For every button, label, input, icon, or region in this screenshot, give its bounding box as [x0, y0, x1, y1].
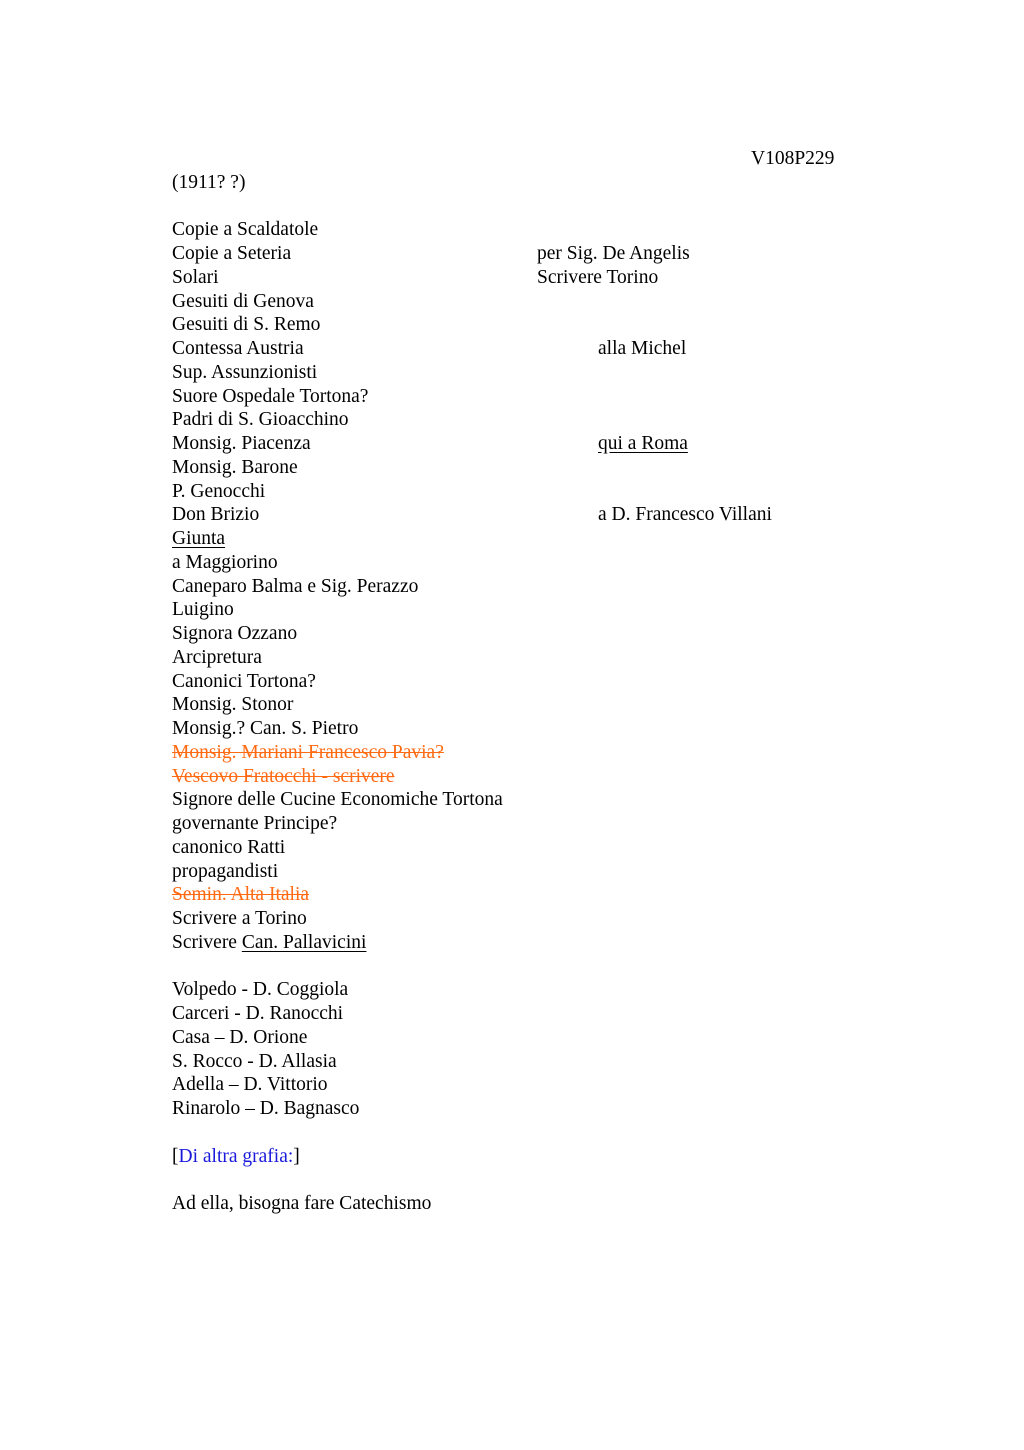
side-note: Scrivere Torino	[537, 267, 659, 288]
list-item: Arcipretura	[172, 647, 262, 668]
side-note-underlined: qui a Roma	[598, 433, 688, 454]
list-item: Gesuiti di S. Remo	[172, 314, 321, 335]
list-item: Padri di S. Gioacchino	[172, 409, 349, 430]
list-item: Copie a Scaldatole	[172, 219, 319, 240]
list-item: Monsig.? Can. S. Pietro	[172, 718, 359, 739]
list-item: P. Genocchi	[172, 481, 266, 502]
list-item-underlined: Giunta	[172, 528, 226, 549]
list-item: Luigino	[172, 599, 234, 620]
list-item: Contessa Austria	[172, 338, 304, 359]
list-item: Signora Ozzano	[172, 623, 298, 644]
side-note: alla Michel	[598, 338, 687, 359]
assignment-item: Casa – D. Orione	[172, 1027, 308, 1048]
list-item	[172, 931, 366, 955]
list-item: Don Brizio	[172, 504, 260, 525]
list-item: Sup. Assunzionisti	[172, 362, 318, 383]
assignment-item: S. Rocco - D. Allasia	[172, 1051, 337, 1072]
list-item: Monsig. Stonor	[172, 694, 294, 715]
list-item-text: Scrivere	[172, 932, 237, 953]
list-item: canonico Ratti	[172, 837, 286, 858]
bracket-open: [	[172, 1146, 179, 1167]
list-item: governante Principe?	[172, 813, 338, 834]
assignment-item: Volpedo - D. Coggiola	[172, 979, 349, 1000]
side-note: per Sig. De Angelis	[537, 243, 690, 264]
list-item: a Maggiorino	[172, 552, 278, 573]
closing-line: Ad ella, bisogna fare Catechismo	[172, 1193, 432, 1214]
side-note: a D. Francesco Villani	[598, 504, 772, 525]
list-item: Copie a Seteria	[172, 243, 292, 264]
list-item: Monsig. Piacenza	[172, 433, 311, 454]
list-item-struck: Vescovo Fratocchi - scrivere	[172, 766, 395, 787]
assignment-item: Adella – D. Vittorio	[172, 1074, 328, 1095]
list-item-struck: Semin. Alta Italia	[172, 884, 310, 905]
bracket-close: ]	[293, 1146, 300, 1167]
editor-note-text: Di altra grafia:	[178, 1146, 294, 1167]
list-item: Gesuiti di Genova	[172, 291, 314, 312]
list-item: Scrivere a Torino	[172, 908, 307, 929]
list-item: Caneparo Balma e Sig. Perazzo	[172, 576, 419, 597]
list-item-struck: Monsig. Mariani Francesco Pavia?	[172, 742, 444, 763]
assignment-item: Carceri - D. Ranocchi	[172, 1003, 344, 1024]
list-item: propagandisti	[172, 861, 279, 882]
list-item: Solari	[172, 267, 219, 288]
list-item: Signore delle Cucine Economiche Tortona	[172, 789, 503, 810]
date-line: (1911? ?)	[172, 172, 246, 193]
list-item: Suore Ospedale Tortona?	[172, 386, 369, 407]
page-reference: V108P229	[751, 148, 835, 169]
editor-note	[172, 1145, 300, 1169]
list-item: Monsig. Barone	[172, 457, 298, 478]
list-item-underlined: Can. Pallavicini	[241, 932, 367, 953]
list-item: Canonici Tortona?	[172, 671, 316, 692]
assignment-item: Rinarolo – D. Bagnasco	[172, 1098, 360, 1119]
